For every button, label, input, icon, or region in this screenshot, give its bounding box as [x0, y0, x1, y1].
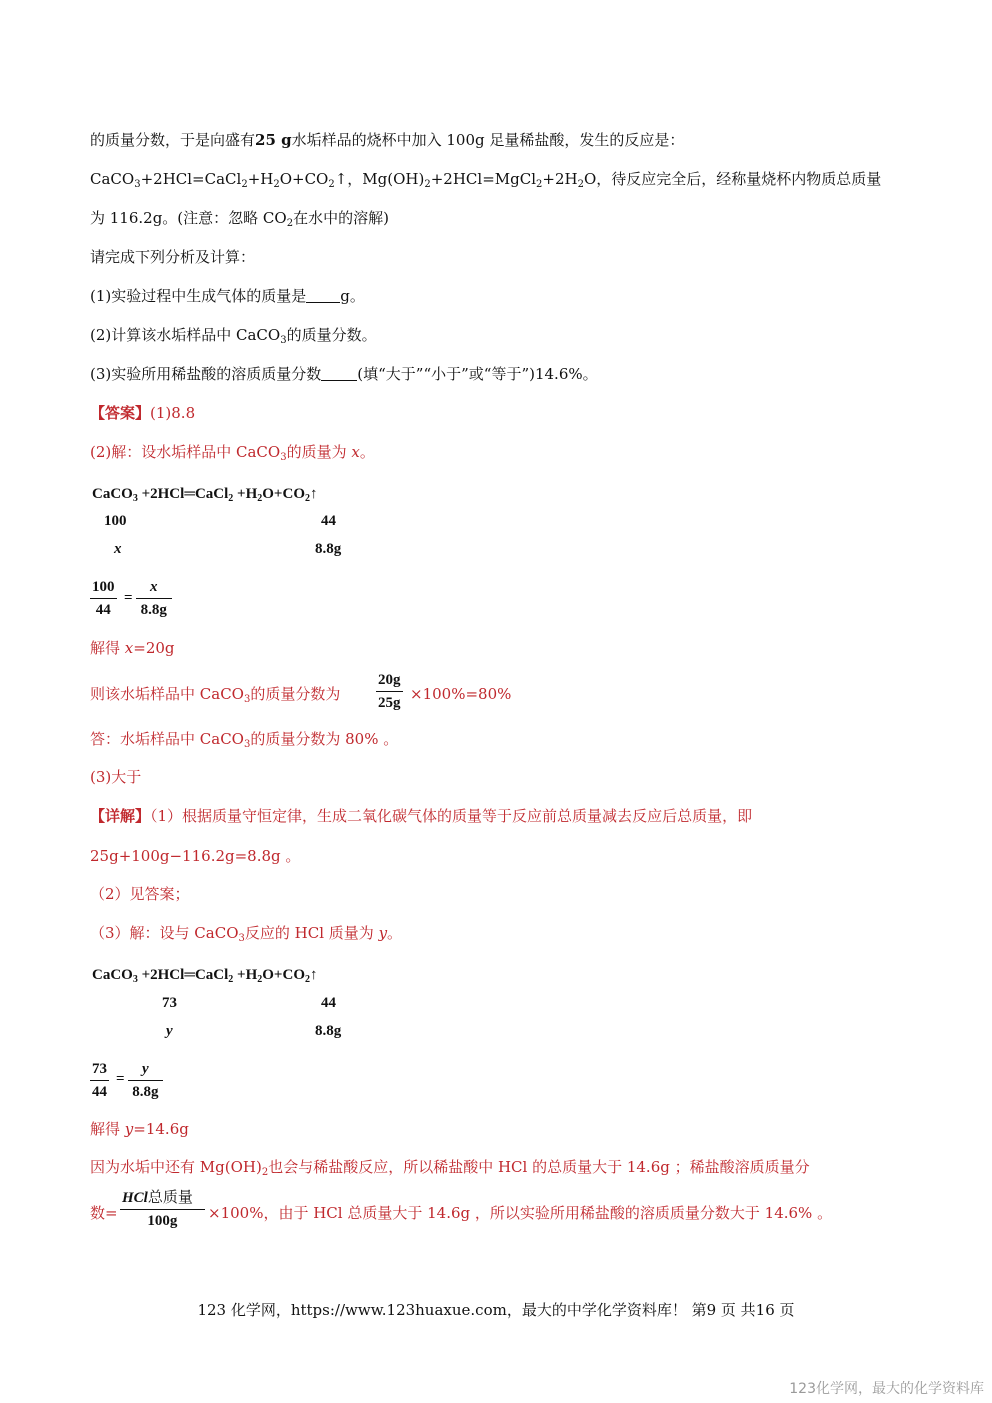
text: 解得	[90, 1120, 125, 1138]
detail-2: （2）见答案；	[90, 885, 190, 903]
text: CaCO	[92, 967, 133, 983]
text: （3）解：设与 CaCO	[90, 924, 239, 942]
text: 在水中的溶解)	[293, 209, 389, 227]
text: O，待反应完全后，经称量烧杯内物质总质量	[583, 170, 882, 188]
text: CaCl	[194, 486, 229, 502]
text: ═	[184, 486, 195, 502]
denominator: 44	[92, 1084, 107, 1100]
text: +2HCl=MgCl	[430, 170, 537, 188]
ratio-fraction-left	[90, 1060, 109, 1101]
subscript: 2	[228, 493, 234, 504]
numerator: y	[128, 1060, 163, 1081]
question-1	[90, 286, 365, 306]
subscript: 3	[132, 493, 138, 504]
numerator	[120, 1189, 205, 1210]
text: +2H	[542, 170, 578, 188]
detail-label: 【详解】	[90, 807, 151, 825]
unknown-x: x	[114, 541, 122, 557]
variable: x	[351, 443, 360, 461]
text: +2HCl	[137, 486, 185, 502]
text: 答：水垢样品中 CaCO	[90, 730, 244, 748]
numerator: x	[136, 578, 172, 599]
text: =14.6g	[133, 1120, 189, 1138]
denominator: 25g	[378, 695, 401, 711]
detail-3-intro	[90, 923, 402, 943]
text: +2HCl=CaCl	[140, 170, 242, 188]
numerator: 73	[90, 1060, 109, 1081]
text: +H	[233, 967, 258, 983]
text: 解得	[90, 639, 125, 657]
variable: y	[378, 924, 388, 942]
subscript: 3	[132, 974, 138, 985]
mass-fraction-line	[90, 684, 340, 704]
text: 反应的 HCl 质量为	[244, 924, 379, 942]
subscript: 3	[243, 694, 251, 705]
text: 因为水垢中还有 Mg(OH)	[90, 1158, 262, 1176]
mass-fraction-result: ×100%=80%	[410, 685, 512, 703]
subscript: 2	[536, 179, 543, 190]
reasoning-line-2-start: 数=	[90, 1204, 118, 1222]
text: 的质量分数，于是向盛有	[90, 131, 256, 149]
text: (1)8.8	[150, 404, 196, 422]
text: +H	[247, 170, 274, 188]
subscript: 2	[273, 179, 280, 190]
text: CaCl	[194, 967, 229, 983]
text: 。	[359, 443, 375, 461]
denominator: 8.8g	[132, 1084, 159, 1100]
answer-2-intro	[90, 442, 375, 462]
answer-blank	[321, 366, 357, 381]
chemical-equation-1	[92, 486, 317, 503]
question-instruction: 请完成下列分析及计算：	[90, 248, 256, 266]
solve-x	[90, 638, 175, 658]
reasoning-line-2-end: ×100%，由于 HCl 总质量大于 14.6g ，所以实验所用稀盐酸的溶质质量分数大于 14.6% 。	[208, 1204, 833, 1222]
denominator: 100g	[147, 1213, 178, 1229]
molar-mass-co2: 44	[321, 995, 336, 1011]
text: (3)实验所用稀盐酸的溶质质量分数	[90, 365, 322, 383]
unknown-y: y	[166, 1023, 173, 1039]
text: (填“大于”“小于”或“等于”)14.6%。	[357, 365, 598, 383]
subscript: 2	[328, 179, 335, 190]
text: 也会与稀盐酸反应，所以稀盐酸中 HCl 的总质量大于 14.6g ；稀盐酸溶质质量分	[268, 1158, 810, 1176]
answer-conclusion	[90, 729, 398, 749]
numerator: 100	[90, 578, 117, 599]
subscript: 2	[577, 179, 584, 190]
molar-mass-caco3: 100	[104, 513, 127, 529]
detail-1	[90, 806, 752, 826]
variable: x	[124, 639, 134, 657]
text: 则该水垢样品中 CaCO	[90, 685, 244, 703]
answer-3: (3)大于	[90, 768, 142, 786]
question-line-2	[90, 169, 881, 189]
subscript: 3	[243, 739, 251, 750]
molar-mass-hcl: 73	[162, 995, 177, 1011]
answer-label: 【答案】	[90, 404, 151, 422]
question-3	[90, 364, 598, 384]
up-arrow-icon: ↑	[309, 967, 318, 983]
subscript: 2	[304, 974, 310, 985]
subscript: 2	[424, 179, 431, 190]
text: CaCO	[92, 486, 133, 502]
mass-co2: 8.8g	[315, 1023, 342, 1039]
text: CaCO	[90, 170, 135, 188]
question-line-3	[90, 208, 389, 228]
text: O+CO	[262, 486, 305, 502]
text: 的质量分数为	[250, 685, 341, 703]
subscript: 3	[238, 933, 245, 944]
sample-mass: 25 g	[255, 131, 292, 149]
molar-mass-co2: 44	[321, 513, 336, 529]
ratio-fraction-right	[128, 1060, 163, 1101]
watermark: 123化学网，最大的化学资料库	[789, 1381, 984, 1397]
text: (2)计算该水垢样品中 CaCO	[90, 326, 281, 344]
text: (1)实验过程中生成气体的质量是	[90, 287, 307, 305]
text: 为 116.2g。(注意：忽略 CO	[90, 209, 287, 227]
numerator: 20g	[376, 671, 403, 692]
ratio-fraction-left	[90, 578, 117, 619]
subscript: 3	[280, 452, 287, 463]
subscript: 2	[228, 974, 234, 985]
denominator: 44	[95, 602, 111, 618]
text: 总质量	[147, 1190, 193, 1206]
page-footer: 123 化学网，https://www.123huaxue.com，最大的中学化学资料库！ 第9 页 共16 页	[197, 1301, 795, 1319]
subscript: 2	[261, 1167, 269, 1178]
text: O+CO	[262, 967, 305, 983]
answer-blank	[306, 288, 340, 303]
question-2	[90, 325, 377, 345]
detail-1-calc: 25g+100g−116.2g=8.8g 。	[90, 847, 301, 865]
subscript: 3	[280, 335, 287, 346]
variable: y	[124, 1120, 134, 1138]
subscript: 2	[286, 218, 294, 229]
denominator: 8.8g	[140, 602, 167, 618]
reasoning-line-1	[90, 1157, 810, 1177]
text: 水垢样品的烧杯中加入 100g 足量稀盐酸，发生的反应是：	[291, 131, 685, 149]
text: ↑，Mg(OH)	[334, 170, 425, 188]
subscript: 2	[241, 179, 248, 190]
text: 的质量为	[286, 443, 352, 461]
ratio-fraction-right	[136, 578, 172, 619]
hcl-fraction	[120, 1189, 205, 1230]
text: +H	[233, 486, 258, 502]
subscript: 3	[134, 179, 141, 190]
subscript: 2	[257, 493, 263, 504]
text: 的质量分数为 80% 。	[250, 730, 399, 748]
equals-sign: =	[124, 590, 133, 606]
text: HCl	[122, 1190, 148, 1206]
text: =20g	[133, 639, 175, 657]
mass-fraction-fraction	[376, 671, 403, 712]
chemical-equation-2	[92, 967, 317, 984]
solve-y	[90, 1119, 189, 1139]
mass-co2: 8.8g	[315, 541, 342, 557]
text: ═	[184, 967, 195, 983]
text: 的质量分数。	[286, 326, 377, 344]
answer-1	[90, 403, 195, 423]
question-line-1	[90, 130, 684, 150]
subscript: 2	[304, 493, 310, 504]
text: （1）根据质量守恒定律，生成二氧化碳气体的质量等于反应前总质量减去反应后总质量，即	[150, 807, 753, 825]
text: (2)解：设水垢样品中 CaCO	[90, 443, 281, 461]
up-arrow-icon: ↑	[309, 486, 318, 502]
equals-sign: =	[116, 1071, 125, 1087]
subscript: 2	[257, 974, 263, 985]
text: O+CO	[279, 170, 329, 188]
text: +2HCl	[137, 967, 185, 983]
text: g。	[340, 287, 365, 305]
text: 。	[387, 924, 403, 942]
